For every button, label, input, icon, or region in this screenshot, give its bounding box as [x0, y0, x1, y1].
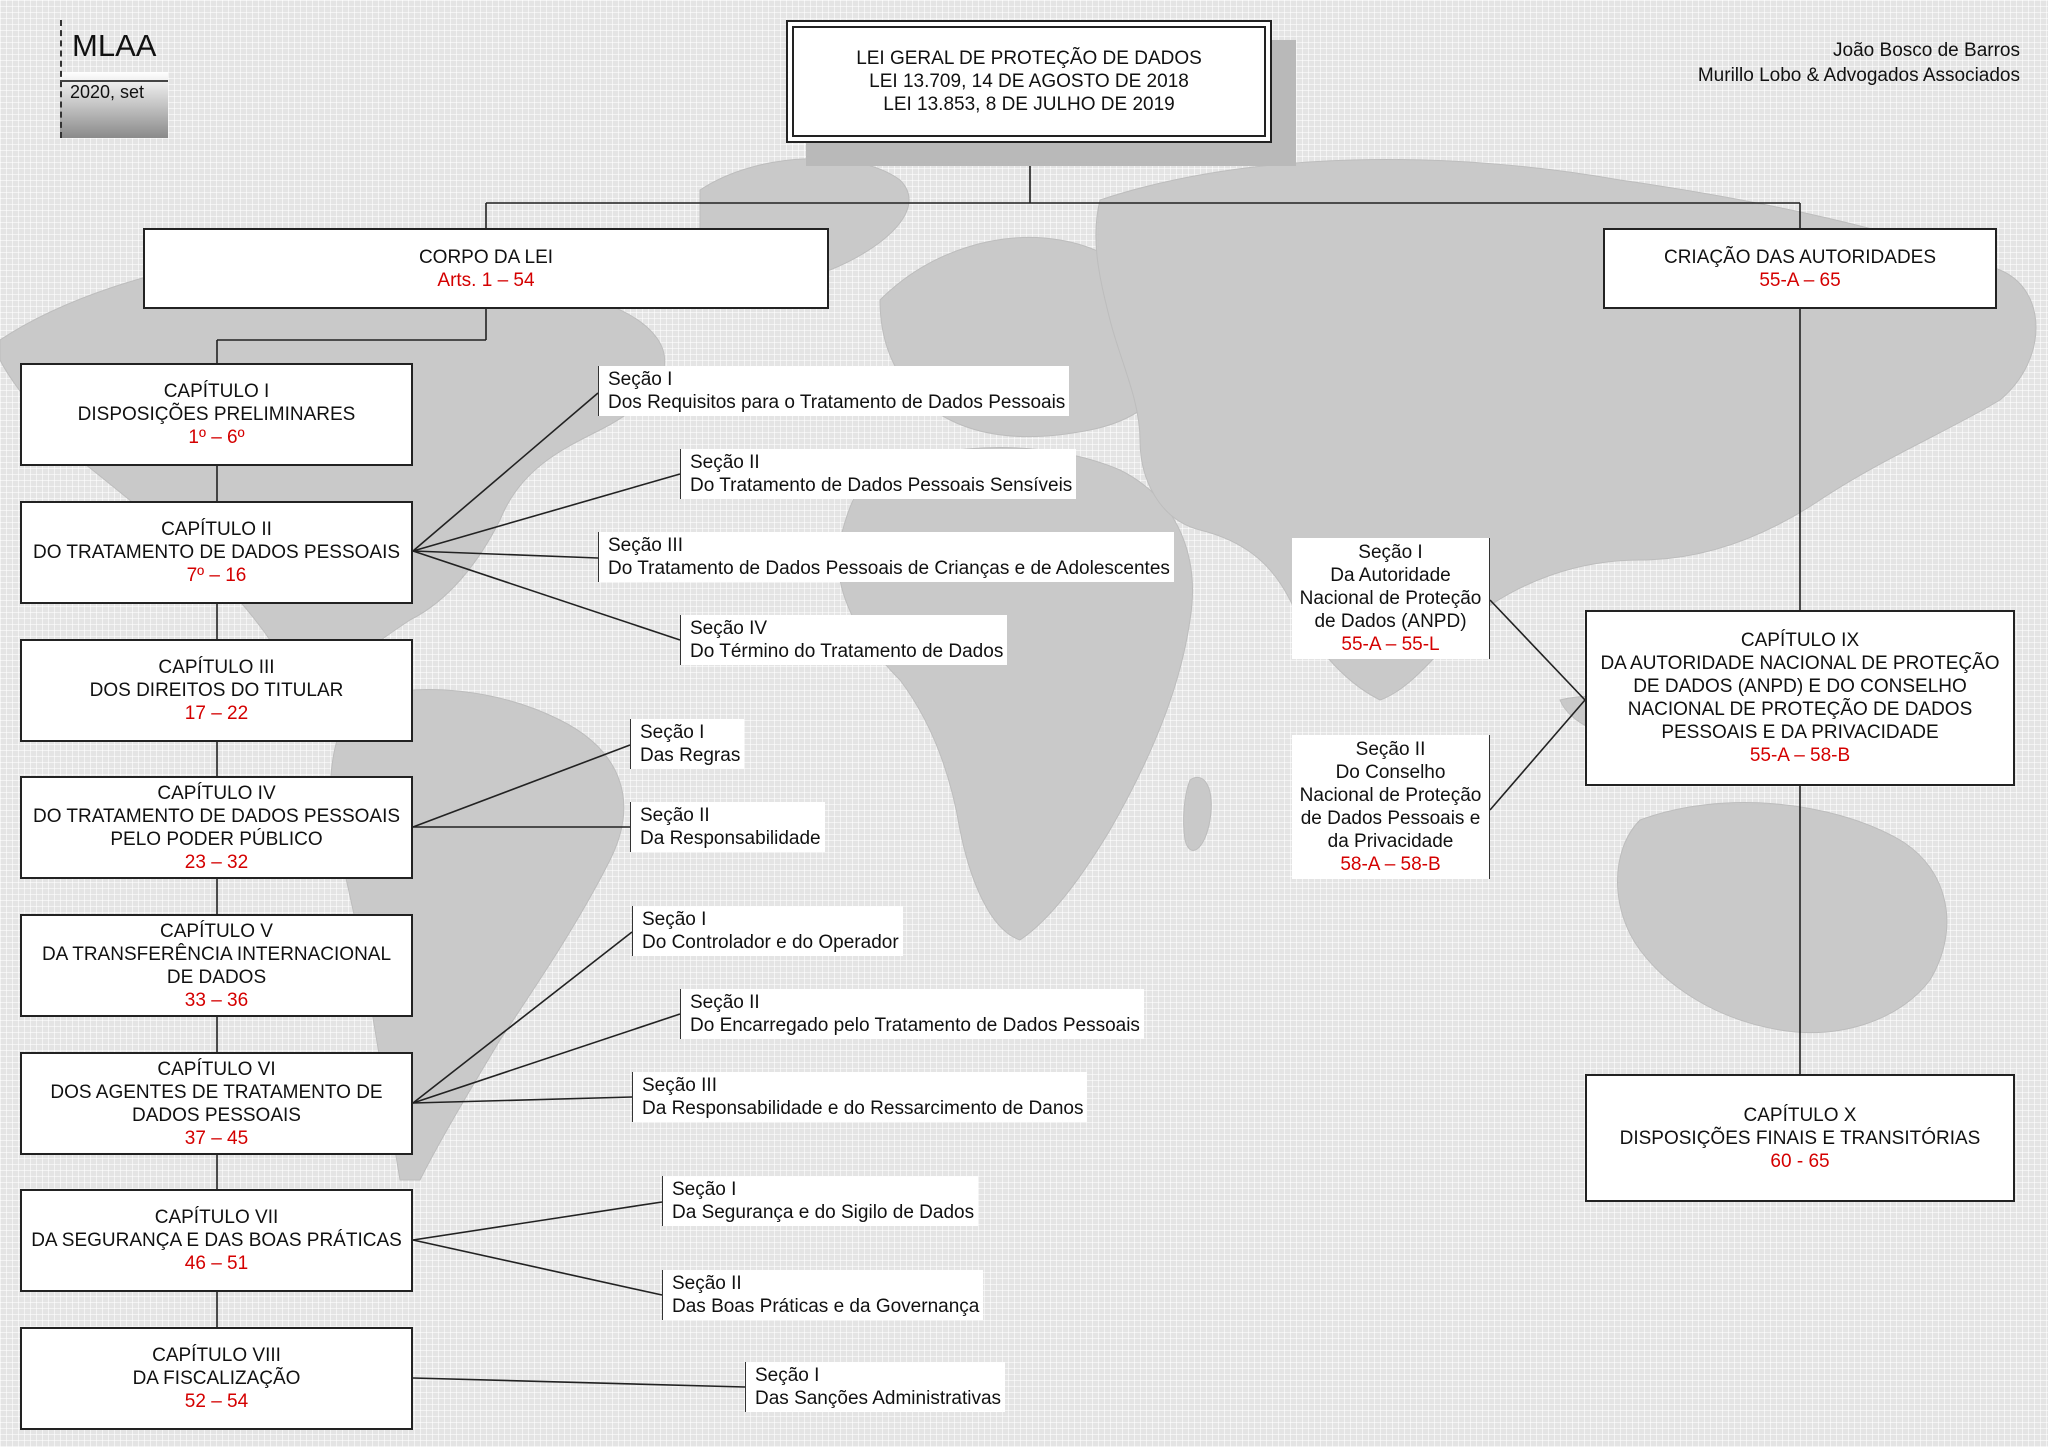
chapter-9-line-3: DE DADOS (ANPD) E DO CONSELHO: [1633, 676, 1967, 697]
cap9-sec2-line-2: Do Conselho: [1335, 762, 1446, 783]
cap4-section-2: [630, 802, 825, 852]
cap6-section-1: [632, 906, 903, 956]
chapter-10-box: [1585, 1074, 2015, 1202]
chapter-6-line-2: DOS AGENTES DE TRATAMENTO DE: [50, 1081, 383, 1103]
cap2-section-2: [680, 449, 1076, 499]
chapter-10-line-2: DISPOSIÇÕES FINAIS E TRANSITÓRIAS: [1619, 1127, 1981, 1149]
section-text: Do Encarregado pelo Tratamento de Dados Pessoais: [690, 1015, 1140, 1036]
badge-dashed-rule: [60, 20, 62, 138]
section-title: Seção III: [608, 535, 683, 556]
chapter-6-box: [20, 1052, 413, 1155]
chapter-3-arts: 17 – 22: [184, 703, 249, 724]
chapter-3-line-1: CAPÍTULO III: [158, 657, 275, 678]
connector-cap8-sec1: [413, 1378, 745, 1387]
cap8-section-1: [745, 1362, 1005, 1412]
section-text: Da Responsabilidade: [640, 828, 821, 849]
cap9-sec1-line-2: Da Autoridade: [1330, 565, 1451, 586]
criacao-arts: 55-A – 65: [1759, 269, 1841, 291]
chapter-8-arts: 52 – 54: [184, 1391, 249, 1412]
connector-cap2-sec3: [413, 551, 598, 558]
chapter-9-line-5: PESSOAIS E DA PRIVACIDADE: [1661, 722, 1939, 743]
chapter-4-line-2: DO TRATAMENTO DE DADOS PESSOAIS: [32, 805, 401, 827]
cap9-section-1: [1292, 538, 1490, 659]
connector-cap7-sec2: [413, 1240, 662, 1295]
criacao-autoridades-box: [1603, 228, 1997, 309]
cap6-section-3: [632, 1072, 1087, 1122]
chapter-1-line-2: DISPOSIÇÕES PRELIMINARES: [77, 404, 356, 425]
connector-cap9-sec2: [1490, 700, 1585, 810]
chapter-8-line-1: CAPÍTULO VIII: [152, 1345, 281, 1366]
chapter-3-box: [20, 639, 413, 742]
chapter-2-arts: 7º – 16: [186, 565, 247, 586]
chapter-10-line-1: CAPÍTULO X: [1743, 1104, 1857, 1126]
chapter-1-line-1: CAPÍTULO I: [163, 381, 270, 402]
chapter-7-line-1: CAPÍTULO VII: [154, 1207, 279, 1228]
corpo-da-lei-box: [143, 228, 829, 309]
chapter-7-line-2: DA SEGURANÇA E DAS BOAS PRÁTICAS: [31, 1230, 402, 1251]
chapter-9-box: [1585, 610, 2015, 786]
chapter-5-line-1: CAPÍTULO V: [160, 920, 273, 942]
chapter-1-box: [20, 363, 413, 466]
cap6-section-2: [680, 989, 1144, 1039]
section-title: Seção II: [690, 452, 760, 473]
cap9-sec2-line-3: Nacional de Proteção: [1299, 785, 1482, 806]
badge-date: 2020, set: [70, 82, 145, 102]
chapter-10-arts: 60 - 65: [1770, 1150, 1830, 1172]
connector-cap7-sec1: [413, 1202, 662, 1240]
chapter-5-box: [20, 914, 413, 1017]
author-firm: Murillo Lobo & Advogados Associados: [1697, 65, 2020, 86]
chapter-4-arts: 23 – 32: [184, 851, 249, 873]
chapter-9-arts: 55-A – 58-B: [1749, 745, 1851, 766]
chapter-5-line-2: DA TRANSFERÊNCIA INTERNACIONAL: [41, 943, 392, 965]
cap9-section-2: [1292, 735, 1490, 879]
root-law-box: [786, 20, 1272, 143]
connector-cap2-sec1: [413, 393, 598, 551]
section-title: Seção II: [672, 1273, 742, 1294]
section-title: Seção I: [640, 722, 705, 743]
corpo-arts: Arts. 1 – 54: [437, 269, 535, 291]
root-line-2: LEI 13.709, 14 DE AGOSTO DE 2018: [869, 71, 1189, 92]
cap2-section-3: [598, 532, 1174, 582]
chapter-6-line-3: DADOS PESSOAIS: [132, 1104, 301, 1126]
section-text: Do Tratamento de Dados Pessoais Sensíveis: [690, 475, 1073, 496]
section-text: Do Tratamento de Dados Pessoais de Crianças e de Adolescentes: [608, 558, 1170, 579]
cap9-sec1-line-1: Seção I: [1358, 542, 1423, 563]
connector-cap6-sec1: [413, 932, 632, 1103]
section-text: Das Boas Práticas e da Governança: [672, 1296, 980, 1317]
cap9-sec1-arts: 55-A – 55-L: [1341, 634, 1440, 655]
section-text: Do Controlador e do Operador: [642, 932, 899, 953]
section-text: Do Término do Tratamento de Dados: [690, 641, 1004, 662]
section-title: Seção III: [642, 1075, 717, 1096]
chapter-2-box: [20, 501, 413, 604]
chapter-4-line-3: PELO PODER PÚBLICO: [110, 828, 323, 850]
section-text: Da Responsabilidade e do Ressarcimento de Danos: [642, 1098, 1084, 1119]
section-title: Seção I: [672, 1179, 737, 1200]
chapter-8-line-2: DA FISCALIZAÇÃO: [132, 1368, 301, 1389]
section-title: Seção I: [642, 909, 707, 930]
chapter-7-arts: 46 – 51: [184, 1253, 249, 1274]
chapter-4-line-1: CAPÍTULO IV: [157, 782, 276, 804]
cap2-section-4: [680, 615, 1007, 665]
cap4-section-1: [630, 719, 744, 769]
chapter-2-line-1: CAPÍTULO II: [161, 519, 272, 540]
section-title: Seção IV: [690, 618, 768, 639]
cap9-sec2-arts: 58-A – 58-B: [1340, 854, 1441, 875]
cap2-section-1: [598, 366, 1069, 416]
section-title: Seção II: [690, 992, 760, 1013]
chapter-6-line-1: CAPÍTULO VI: [157, 1058, 276, 1080]
chapter-4-box: [20, 776, 413, 879]
criacao-title: CRIAÇÃO DAS AUTORIDADES: [1663, 246, 1937, 268]
connector-cap6-sec3: [413, 1097, 632, 1103]
section-text: Da Segurança e do Sigilo de Dados: [672, 1202, 975, 1223]
author-name: João Bosco de Barros: [1833, 40, 2020, 61]
corpo-title: CORPO DA LEI: [418, 246, 554, 268]
chapter-8-box: [20, 1327, 413, 1430]
connector-cap9-sec1: [1490, 600, 1585, 700]
section-text: Das Sanções Administrativas: [755, 1388, 1002, 1409]
chapter-9-line-2: DA AUTORIDADE NACIONAL DE PROTEÇÃO: [1600, 653, 2000, 674]
chapter-9-line-1: CAPÍTULO IX: [1740, 630, 1860, 651]
badge-title: MLAA: [72, 28, 157, 63]
author-credit: [1698, 38, 2020, 88]
root-line-3: LEI 13.853, 8 DE JULHO DE 2019: [883, 94, 1175, 115]
chapter-5-arts: 33 – 36: [184, 989, 249, 1011]
section-title: Seção I: [755, 1365, 820, 1386]
chapter-7-box: [20, 1189, 413, 1292]
chapter-1-arts: 1º – 6º: [188, 427, 245, 448]
cap9-sec2-line-5: da Privacidade: [1327, 831, 1454, 852]
chapter-9-line-4: NACIONAL DE PROTEÇÃO DE DADOS: [1627, 699, 1973, 720]
chapter-2-line-2: DO TRATAMENTO DE DADOS PESSOAIS: [32, 542, 401, 563]
cap9-sec1-line-3: Nacional de Proteção: [1299, 588, 1482, 609]
cap7-section-2: [662, 1270, 983, 1320]
connector-cap4-sec1: [413, 745, 630, 827]
cap9-sec1-line-4: de Dados (ANPD): [1314, 611, 1467, 632]
cap7-section-1: [662, 1176, 978, 1226]
section-text: Dos Requisitos para o Tratamento de Dados Pessoais: [608, 392, 1066, 413]
cap9-sec2-line-1: Seção II: [1355, 739, 1426, 760]
cap9-sec2-line-4: de Dados Pessoais e: [1300, 808, 1481, 829]
root-line-1: LEI GERAL DE PROTEÇÃO DE DADOS: [856, 48, 1202, 69]
chapter-6-arts: 37 – 45: [184, 1127, 249, 1149]
mlaa-badge: [60, 20, 168, 120]
section-title: Seção I: [608, 369, 673, 390]
chapter-5-line-3: DE DADOS: [166, 966, 267, 988]
section-text: Das Regras: [640, 745, 741, 766]
section-title: Seção II: [640, 805, 710, 826]
chapter-3-line-2: DOS DIREITOS DO TITULAR: [89, 680, 344, 701]
